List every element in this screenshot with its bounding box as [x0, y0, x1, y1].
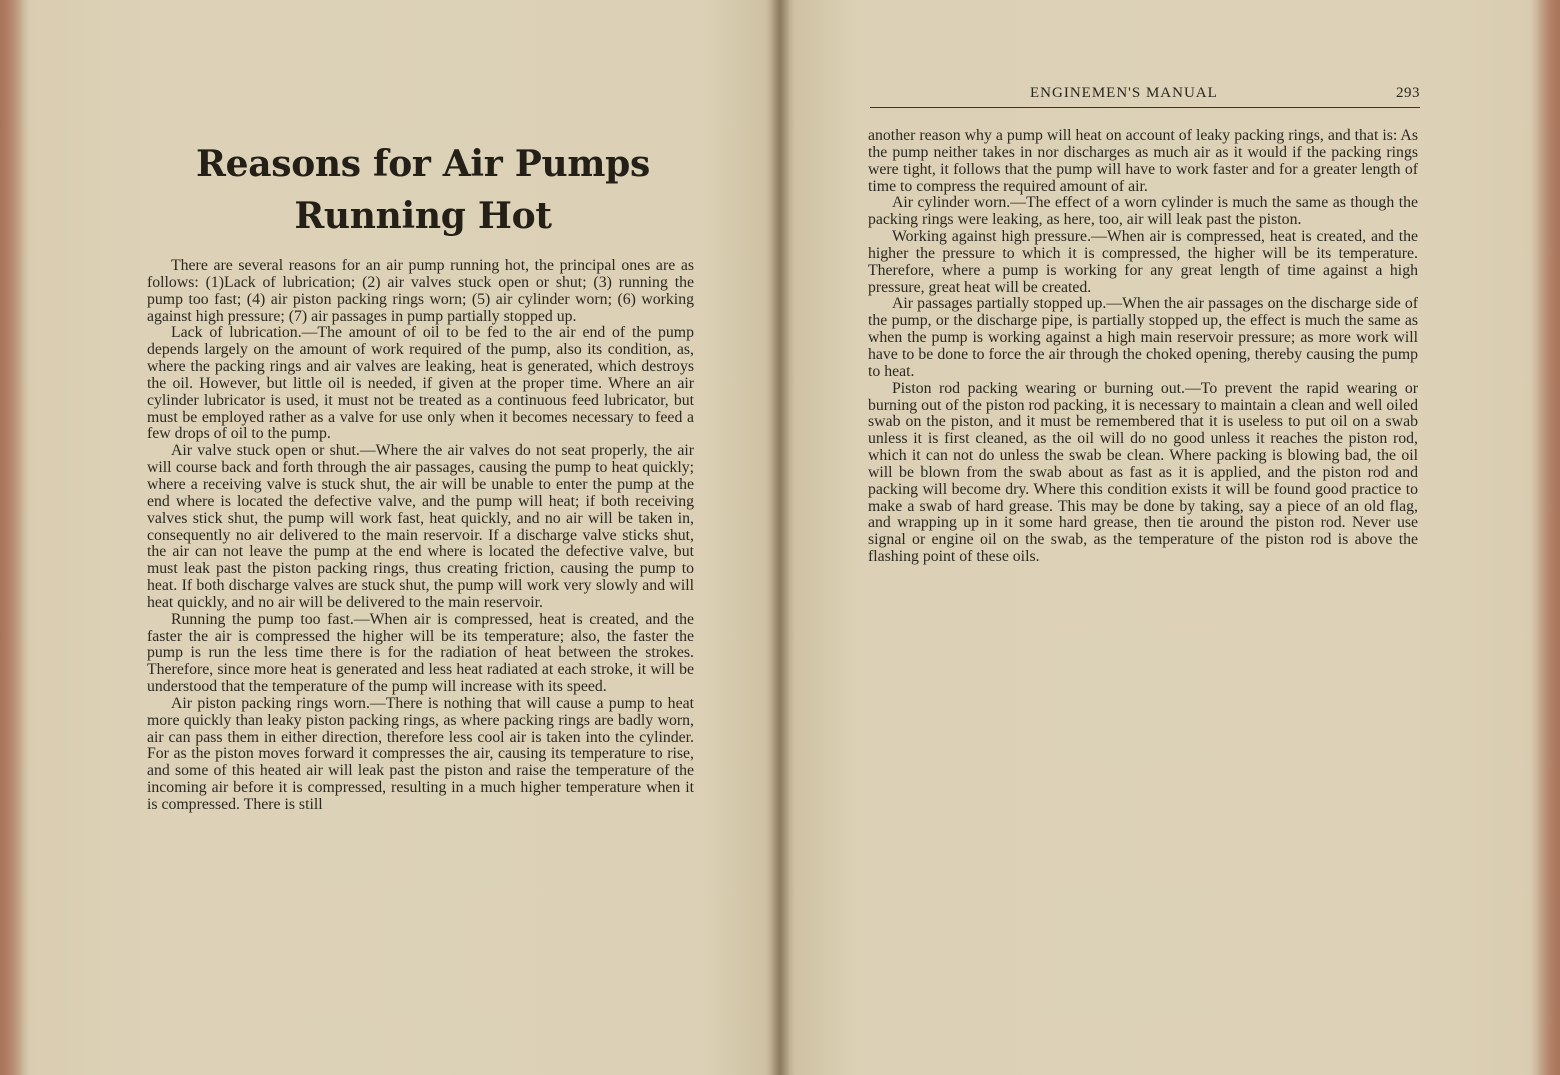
right-page — [780, 0, 1560, 1075]
paragraph-intro: There are several reasons for an air pump running hot, the principal ones are as follows: (1)Lack of lubrication; (2) air valves stuck open or shut; (3) running the pump too fast; (4) air piston packing rings worn; (5) air cylinder worn; (6) working against high pressure; (7) air passages in pump partially stopped up. — [147, 257, 694, 325]
chapter-title-line-1: Reasons for Air Pumps — [196, 143, 650, 185]
paragraph-continuation: another reason why a pump will heat on account of leaky packing rings, and that is: As the pump neither takes in nor discharges as much air as it would if the packing rings were tight, it follows that the pump will have to work faster and for a greater length of time to compress the required amount of air. — [868, 127, 1418, 195]
paragraph-running-too-fast: Running the pump too fast.—When air is compressed, heat is created, and the faster the air is compressed the higher will be its temperature; also, the faster the pump is run the less time there is for the radiation of heat between the strokes. Therefore, since more heat is generated and less heat radiated at each stroke, it will be understood that the temperature of the pump will increase with its speed. — [147, 610, 694, 696]
right-body-text — [868, 128, 1418, 566]
paragraph-lack-of-lubrication: Lack of lubrication.—The amount of oil to be fed to the air end of the pump depends largely on the amount of work required of the pump, also its condition, as, where the packing rings and air valves are leaking, heat is generated, which destroys the oil. However, but little oil is needed, if given at the proper time. Where an air cylinder lubricator is used, it must not be treated as a continuous feed lubricator, but must be employed rather as a valve for use only when it becomes necessary to feed a few drops of oil to the pump. — [147, 324, 694, 443]
running-head-title: ENGINEMEN'S MANUAL — [1030, 85, 1218, 101]
paragraph-air-cylinder-worn: Air cylinder worn.—The effect of a worn cylinder is much the same as though the packing rings were leaking, as here, too, air will leak past the piston. — [868, 194, 1418, 229]
paragraph-packing-rings-worn: Air piston packing rings worn.—There is nothing that will cause a pump to heat more quickly than leaky piston packing rings, as where packing rings are badly worn, air can pass them in either direction, therefore less cool air is taken into the cylinder. For as the piston moves forward it compresses the air, causing its temperature to rise, and some of this heated air will leak past the piston and raise the temperature of the incoming air before it is compressed, resulting in a much higher temperature when it is compressed. There is still — [147, 694, 694, 813]
chapter-title-line-2: Running Hot — [294, 195, 552, 237]
paragraph-air-valve-stuck: Air valve stuck open or shut.—Where the air valves do not seat properly, the air will course back and forth through the air passages, causing the pump to heat quickly; where a receiving valve is stuck shut, the air will be unable to enter the pump at the end where is located the defective valve, and the pump will heat; if both receiving valves stick shut, the pump will work fast, heat quickly, and no air will be taken in, consequently no air delivered to the main reservoir. If a discharge valve sticks shut, the air can not leave the pump at the end where is located the defective valve, but must leak past the piston packing rings, thus creating friction, causing the pump to heat. If both discharge valves are stuck shut, the pump will work very slowly and will heat quickly, and no air will be delivered to the main reservoir. — [147, 442, 694, 611]
running-head — [870, 85, 1420, 108]
paragraph-high-pressure: Working against high pressure.—When air is compressed, heat is created, and the higher the pressure to which it is compressed, the higher will be its temperature. Therefore, where a pump is working for any great length of time against a high pressure, great heat will be created. — [868, 228, 1418, 296]
chapter-title — [150, 138, 696, 242]
paragraph-passages-stopped: Air passages partially stopped up.—When the air passages on the discharge side of the pump, or the discharge pipe, is partially stopped up, the effect is much the same as when the pump is working against a high main reservoir pressure; as more work will have to be done to force the air through the choked opening, thereby causing the pump to heat. — [868, 295, 1418, 380]
paragraph-piston-rod-packing: Piston rod packing wearing or burning out.—To prevent the rapid wearing or burning out of the piston rod packing, it is necessary to maintain a clean and well oiled swab on the piston, and it must be remembered that it is useless to put oil on a swab unless it is first cleaned, as the oil will do no good unless it reaches the piston rod, which it can not do unless the swab be clean. Where packing is blowing bad, the oil will be blown from the swab about as fast as it is applied, and the piston rod and packing will become dry. Where this condition exists it will be found good practice to make a swab of hard grease. This may be done by taking, say a piece of an old flag, and wrapping up in it some hard grease, then tie around the piston rod. Never use signal or engine oil on the swab, as the temperature of the piston rod is above the flashing point of these oils. — [868, 379, 1418, 566]
left-body-text — [147, 258, 694, 814]
page-number: 293 — [1396, 85, 1420, 101]
